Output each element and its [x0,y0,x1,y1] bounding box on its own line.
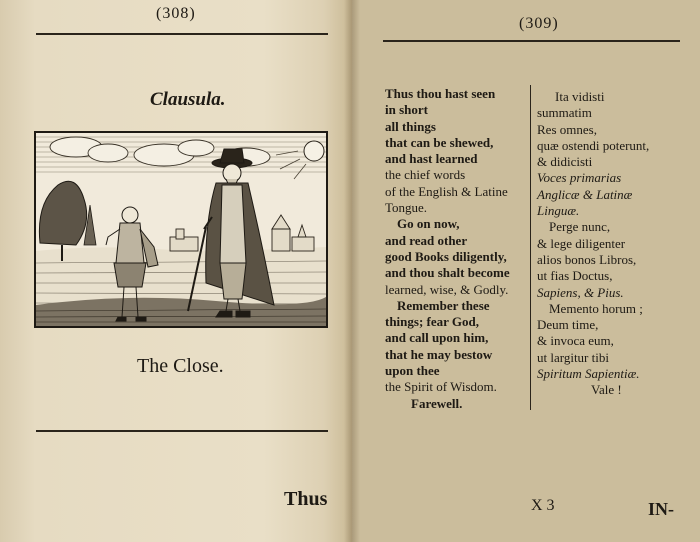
latin-line: Vale ! [591,382,622,398]
bottom-rule-left [36,430,328,432]
english-line: and thou shalt become [385,265,510,281]
latin-line: quæ ostendi poterunt, [537,137,650,153]
english-line: that he may bestow [385,346,493,362]
english-line: Tongue. [385,200,428,216]
catchword-left: Thus [284,488,328,510]
latin-heading: Clausula. [150,89,226,110]
english-line: the chief words [385,167,466,183]
english-line: and hast learned [385,151,478,167]
english-line: all things [385,118,436,134]
top-rule-right [383,40,680,42]
english-text-column [385,86,510,412]
latin-line: & didicisti [537,154,593,170]
english-line: learned, wise, & Godly. [385,281,509,297]
english-line: that can be shewed, [385,134,494,150]
english-line: things; fear God, [385,314,480,330]
latin-line: Spiritum Sapientiæ. [537,366,640,382]
latin-line: Deum time, [537,317,599,333]
english-line: the Spirit of Wisdom. [385,379,497,395]
column-divider [530,85,531,410]
book-gutter [344,0,360,542]
woodcut-illustration [34,131,328,328]
catchword-right: IN- [648,499,674,519]
latin-line: Linguæ. [537,203,580,219]
latin-line: & invoca eum, [537,333,614,349]
english-line: upon thee [385,363,440,379]
english-line: in short [385,102,428,118]
latin-line: Voces primarias [537,170,622,186]
english-line: Go on now, [397,216,460,232]
english-line: and read other [385,232,468,248]
page-number-right: (309) [519,15,559,32]
latin-line: Perge nunc, [549,219,611,235]
english-line: good Books diligently, [385,248,507,264]
latin-line: ut fias Doctus, [537,268,613,284]
latin-line: Ita vidisti [555,89,605,104]
signature-mark: X 3 [531,497,555,514]
engraving-caption: The Close. [137,355,224,377]
latin-line: & lege diligenter [537,235,626,251]
english-line: and call upon him, [385,330,489,346]
english-line: of the English & Latine [385,183,508,199]
latin-line: Anglicæ & Latinæ [537,186,633,202]
english-line: Remember these [397,297,490,313]
top-rule-left [36,33,328,35]
latin-line: Sapiens, & Pius. [537,284,624,300]
latin-line: Res omnes, [537,121,597,137]
latin-text-column [537,89,649,399]
latin-line: ut largitur tibi [537,349,609,365]
english-line: Thus thou hast seen [385,86,496,101]
latin-line: Memento horum ; [549,300,643,316]
english-line: Farewell. [411,395,463,411]
page-number-left: (308) [156,5,196,22]
latin-line: summatim [537,105,592,121]
latin-line: alios bonos Libros, [537,251,637,267]
